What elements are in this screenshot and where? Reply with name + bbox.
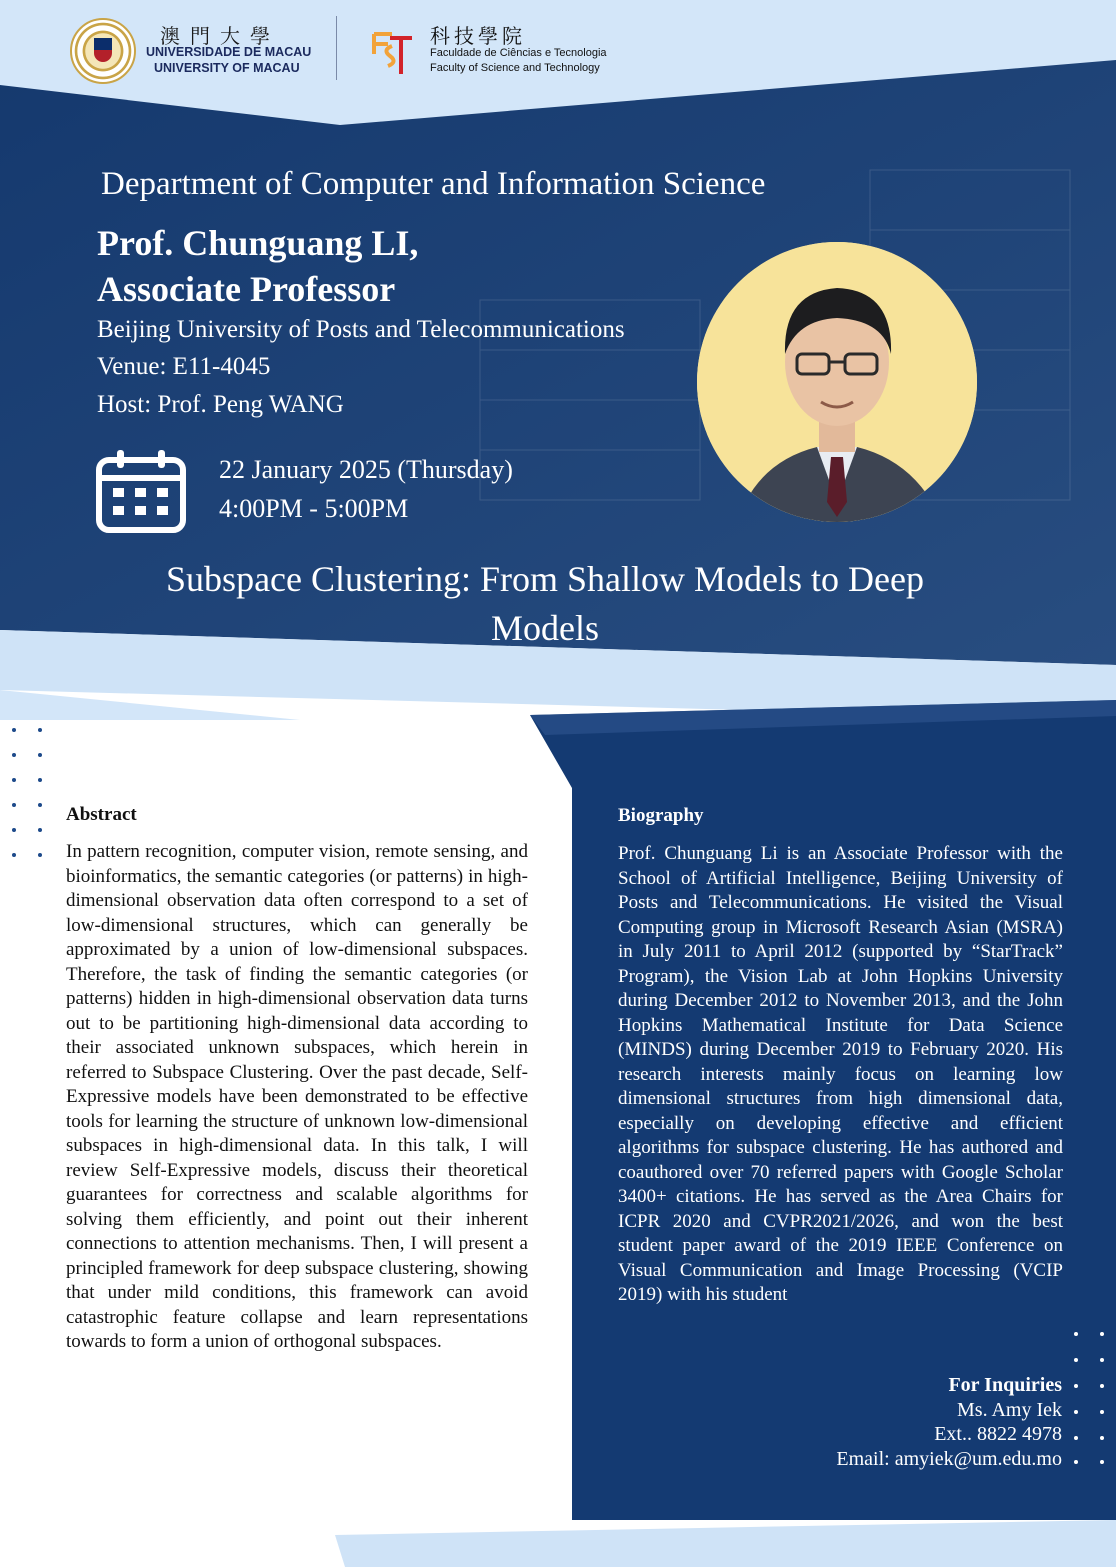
department-name: Department of Computer and Information Science xyxy=(101,166,766,202)
host: Host: Prof. Peng WANG xyxy=(97,391,344,418)
abstract-body: In pattern recognition, computer vision, remote sensing, and bioinformatics, the semantic categories (or patterns) in high-dimensional observation data often correspond to a set of low-dimensional structures, which can generally be approximated by a union of low-dimensional subspaces. Therefore, the task of finding the semantic categories (or patterns) hidden in high-dimensional observation data turns out to be partitioning high-dimensional data according to their associated unknown subspaces, which herein in referred to Subspace Clustering. Over the past decade, Self-Expressive models have been demonstrated to be effective tools for learning the structure of unknown low-dimensional subspaces in high-dimensional data. In this talk, I will review Self-Expressive models, discuss their theoretical guarantees for correctness and scalable algorithms for solving them efficiently, and point out their inherent connections to attention mechanisms. Then, I will present a principled framework for deep subspace clustering, showing that under mild conditions, this framework can avoid catastrophic feature collapse and learn representations towards to form a union of orthogonal subspaces. xyxy=(66,841,528,1352)
faculty-name-chinese: 科技學院 xyxy=(430,24,526,48)
contact-extension: Ext.. 8822 4978 xyxy=(934,1423,1062,1445)
calendar-icon xyxy=(95,448,187,534)
faculty-name-portuguese: Faculdade de Ciências e Tecnologia xyxy=(430,47,607,59)
event-date: 22 January 2025 (Thursday) xyxy=(219,455,513,484)
event-time: 4:00PM - 5:00PM xyxy=(219,494,409,523)
speaker-name: Prof. Chunguang LI, xyxy=(97,223,419,263)
decorative-dots-right xyxy=(1072,1332,1108,1468)
inquiries-heading: For Inquiries xyxy=(948,1374,1062,1396)
biography-body: Prof. Chunguang Li is an Associate Professor with the School of Artificial Intelligence, Beijing University of Posts and Telecommunications. He visited the Visual Computing group in Microsoft Research Asian (MSRA) in July 2011 to April 2012 (supported by “StarTrack” Program), the Vision Lab at John Hopkins University during December 2012 to November 2013, and the John Hopkins Mathematical Institute for Data Science (MINDS) during December 2019 to February 2020. His research interests mainly focus on learning low dimensional structures from high dimensional data, especially on developing effective and efficient algorithms for subspace clustering. He has authored and coauthored over 70 referred papers with Google Scholar 3400+ citations. He has served as the Area Chairs for ICPR 2020 and CVPR2021/2026, and won the best student paper award of the 2019 IEEE Conference on Visual Communication and Image Processing (VCIP 2019) with his student xyxy=(618,843,1063,1305)
university-name-portuguese: UNIVERSIDADE DE MACAU xyxy=(146,45,312,59)
university-name-chinese: 澳門大學 xyxy=(160,24,280,48)
contact-name: Ms. Amy Iek xyxy=(957,1399,1062,1421)
header-divider xyxy=(336,16,337,80)
talk-title: Subspace Clustering: From Shallow Models to Deep Models xyxy=(166,559,924,648)
speaker-affiliation: Beijing University of Posts and Telecommunications xyxy=(97,316,625,343)
speaker-photo xyxy=(697,242,977,522)
university-name-english: UNIVERSITY OF MACAU xyxy=(154,61,300,75)
faculty-name-english: Faculty of Science and Technology xyxy=(430,62,600,74)
biography-heading: Biography xyxy=(618,805,704,826)
venue: Venue: E11-4045 xyxy=(97,353,271,380)
speaker-title: Associate Professor xyxy=(97,269,396,309)
abstract-heading: Abstract xyxy=(66,804,137,825)
university-seal-logo xyxy=(70,18,136,84)
contact-email[interactable]: Email: amyiek@um.edu.mo xyxy=(836,1448,1062,1470)
fst-logo xyxy=(368,24,414,76)
decorative-dots-left xyxy=(10,728,50,868)
